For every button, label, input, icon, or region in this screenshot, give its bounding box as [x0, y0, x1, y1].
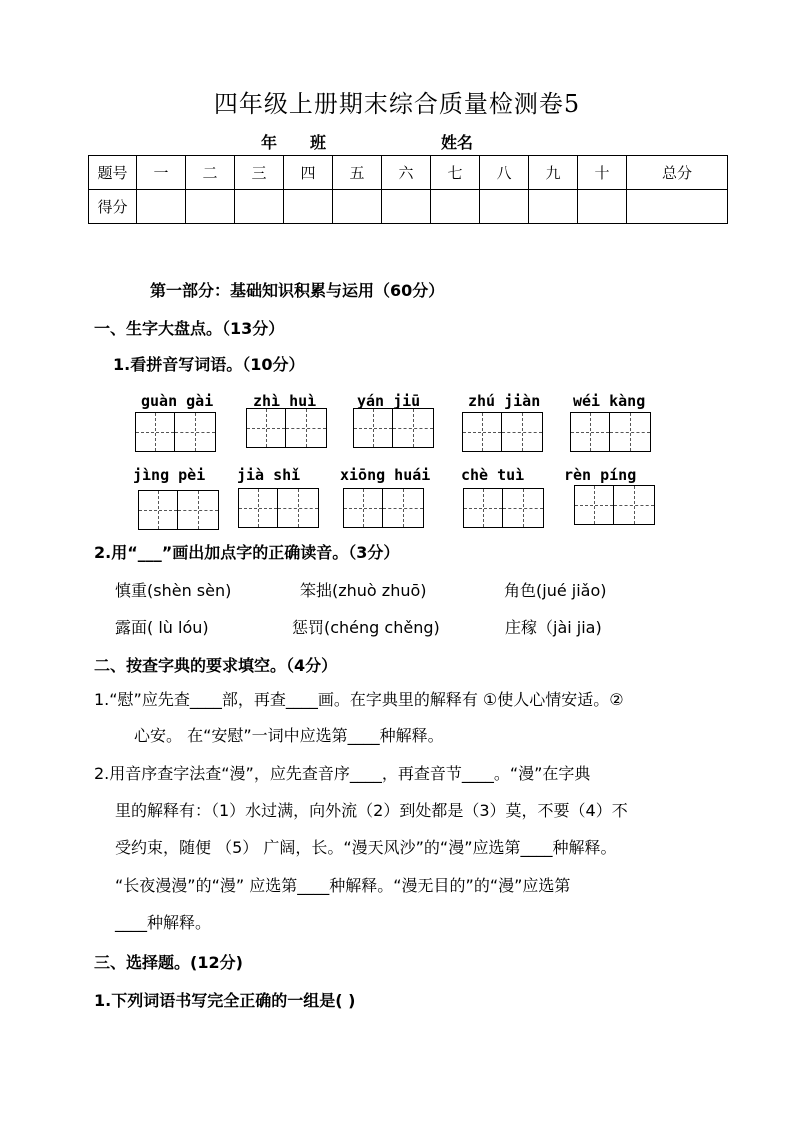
- score-input-3[interactable]: [235, 190, 284, 224]
- pinyin-label: zhú jiàn: [468, 392, 541, 410]
- writing-boxes[interactable]: [246, 408, 327, 448]
- pinyin-label: chè tuì: [461, 466, 525, 484]
- text-line: 心安。 在“安慰”一词中应选第____种解释。: [134, 726, 444, 745]
- reading-item: 慎重(shèn sèn): [115, 581, 232, 600]
- pinyin-label: yán jiū: [357, 392, 421, 410]
- table-cell: 六: [382, 156, 431, 190]
- score-input-10[interactable]: [578, 190, 627, 224]
- writing-boxes[interactable]: [343, 488, 424, 528]
- score-input-1[interactable]: [137, 190, 186, 224]
- pinyin-label: jià shǐ: [237, 466, 301, 484]
- reading-item: 角色(jué jiǎo): [504, 581, 607, 600]
- name-label: 姓名: [441, 133, 474, 152]
- writing-boxes[interactable]: [353, 408, 434, 448]
- writing-boxes[interactable]: [135, 412, 216, 452]
- grade-label: 年: [261, 133, 278, 152]
- table-cell: 三: [235, 156, 284, 190]
- pinyin-label: wéi kàng: [573, 392, 646, 410]
- section1-heading: 一、生字大盘点。（13分）: [94, 319, 285, 338]
- score-input-8[interactable]: [480, 190, 529, 224]
- text-line: 受约束，随便 （5） 广阔，长。“漫天风沙”的“漫”应选第____种解释。: [115, 838, 617, 857]
- section2-heading: 二、按查字典的要求填空。（4分）: [94, 656, 338, 675]
- writing-boxes[interactable]: [138, 490, 219, 530]
- page-title: 四年级上册期末综合质量检测卷5: [213, 90, 581, 118]
- table-cell: 总分: [627, 156, 728, 190]
- score-input-6[interactable]: [382, 190, 431, 224]
- text-line: 里的解释有：（1）水过满，向外流（2）到处都是（3）莫，不要（4）不: [115, 801, 628, 820]
- table-cell: 十: [578, 156, 627, 190]
- reading-item: 笨拙(zhuò zhuō): [300, 581, 427, 600]
- question-1-2: 2.用“___”画出加点字的正确读音。（3分）: [94, 543, 400, 562]
- table-cell: 二: [186, 156, 235, 190]
- score-input-7[interactable]: [431, 190, 480, 224]
- reading-item: 惩罚(chéng chěng): [292, 618, 440, 637]
- score-input-total[interactable]: [627, 190, 728, 224]
- text-line: 1.“慰”应先查____部，再查____画。在字典里的解释有 ①使人心情安适。②: [94, 690, 624, 709]
- pinyin-label: zhì huì: [253, 392, 317, 410]
- score-table-header-row: [89, 156, 728, 190]
- score-table-score-row: [89, 190, 728, 224]
- writing-boxes[interactable]: [238, 488, 319, 528]
- text-line: “长夜漫漫”的“漫” 应选第____种解释。“漫无目的”的“漫”应选第: [115, 876, 571, 895]
- question-1-1: 1.看拼音写词语。（10分）: [113, 355, 305, 374]
- class-label: 班: [310, 133, 327, 152]
- reading-item: 露面( lù lóu): [115, 618, 209, 637]
- pinyin-label: xiōng huái: [340, 466, 431, 484]
- table-cell: 四: [284, 156, 333, 190]
- table-cell: 七: [431, 156, 480, 190]
- part1-heading: 第一部分：基础知识积累与运用（60分）: [150, 281, 445, 300]
- table-cell: 一: [137, 156, 186, 190]
- table-cell: 九: [529, 156, 578, 190]
- score-input-4[interactable]: [284, 190, 333, 224]
- table-cell: 五: [333, 156, 382, 190]
- reading-item: 庄稼（jài jia): [505, 618, 602, 637]
- writing-boxes[interactable]: [462, 412, 543, 452]
- writing-boxes[interactable]: [574, 485, 655, 525]
- pinyin-label: rèn píng: [564, 466, 637, 484]
- table-cell: 得分: [89, 190, 137, 224]
- score-input-5[interactable]: [333, 190, 382, 224]
- writing-boxes[interactable]: [570, 412, 651, 452]
- score-input-2[interactable]: [186, 190, 235, 224]
- pinyin-label: jìng pèi: [133, 466, 206, 484]
- question-3-1: 1.下列词语书写完全正确的一组是( ): [94, 991, 356, 1010]
- text-line: ____种解释。: [115, 913, 212, 932]
- pinyin-label: guàn gài: [141, 392, 214, 410]
- writing-boxes[interactable]: [463, 488, 544, 528]
- score-input-9[interactable]: [529, 190, 578, 224]
- table-cell: 题号: [89, 156, 137, 190]
- table-cell: 八: [480, 156, 529, 190]
- section3-heading: 三、选择题。(12分): [94, 953, 243, 972]
- text-line: 2.用音序查字法查“漫”，应先查音序____，再查音节____。“漫”在字典: [94, 764, 591, 783]
- score-table: [88, 155, 728, 224]
